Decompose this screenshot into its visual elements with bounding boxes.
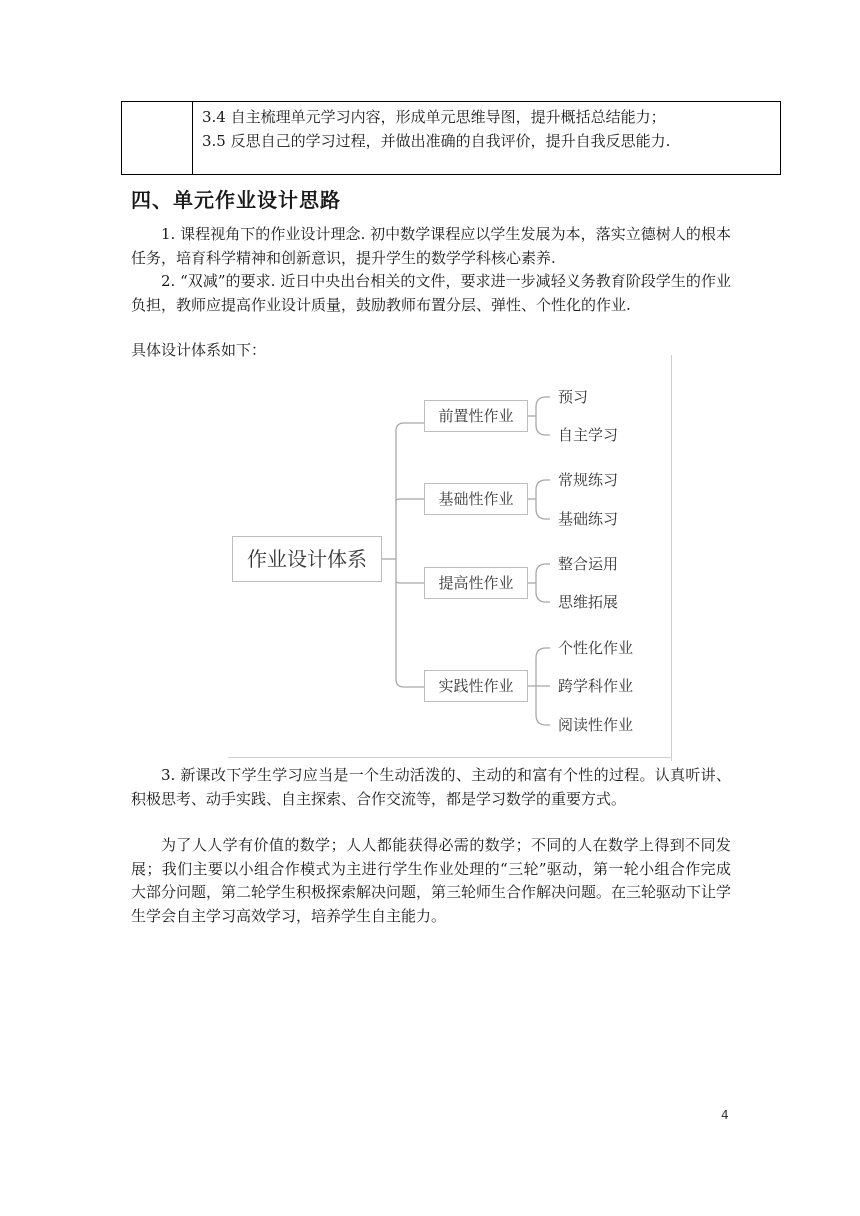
table-line: 3.4 自主梳理单元学习内容，形成单元思维导图，提升概括总结能力； xyxy=(202,108,666,126)
leaf-node: 基础练习 xyxy=(558,510,619,528)
branch-node-practice-homework: 实践性作业 xyxy=(424,670,528,702)
table-line: 3.5 反思自己的学习过程，并做出准确的自我评价，提升自我反思能力. xyxy=(202,132,671,150)
paragraph-5: 为了人人学有价值的数学；人人都能获得必需的数学；不同的人在数学上得到不同发展；我们主要以小组合作模式为主进行学生作业处理的“三轮”驱动，第一轮小组合作完成大部分问题，第二轮学生积极探索解决问题，第三轮师生合作解决问题。在三轮驱动下让学生学会自主学习高效学习，培养学生自主能力。 xyxy=(131,836,732,925)
diagram-root-node: 作业设计体系 xyxy=(232,536,382,582)
table-right-cell xyxy=(202,105,774,153)
leaf-node: 整合运用 xyxy=(558,555,619,573)
leaf-node: 自主学习 xyxy=(558,426,619,444)
paragraph-1: 1. 课程视角下的作业设计理念. 初中数学课程应以学生发展为本，落实立德树人的根本任务，培育科学精神和创新意识，提升学生的数学学科核心素养. xyxy=(131,225,731,267)
leaf-node: 常规练习 xyxy=(558,471,619,489)
leaf-node: 思维拓展 xyxy=(558,593,619,611)
leaf-node: 阅读性作业 xyxy=(558,716,634,734)
leaf-node: 预习 xyxy=(558,388,589,406)
page-number: 4 xyxy=(721,1108,729,1122)
mind-map-diagram xyxy=(228,355,678,761)
paragraph-3: 具体设计体系如下： xyxy=(131,341,267,359)
leaf-node: 个性化作业 xyxy=(558,639,634,657)
section-heading: 四、单元作业设计思路 xyxy=(131,188,341,212)
table-left-cell xyxy=(122,102,193,174)
table-fragment xyxy=(121,101,781,175)
paragraph-2: 2. “双减”的要求. 近日中央出台相关的文件，要求进一步减轻义务教育阶段学生的作业负担，教师应提高作业设计质量，鼓励教师布置分层、弹性、个性化的作业. xyxy=(131,272,731,314)
leaf-node: 跨学科作业 xyxy=(558,677,634,695)
branch-node-preview-homework: 前置性作业 xyxy=(424,400,528,432)
branch-node-basic-homework: 基础性作业 xyxy=(424,483,528,515)
paragraph-4: 3. 新课改下学生学习应当是一个生动活泼的、主动的和富有个性的过程。认真听讲、积极思考、动手实践、自主探索、合作交流等，都是学习数学的重要方式。 xyxy=(131,766,731,808)
branch-node-advanced-homework: 提高性作业 xyxy=(424,567,528,599)
